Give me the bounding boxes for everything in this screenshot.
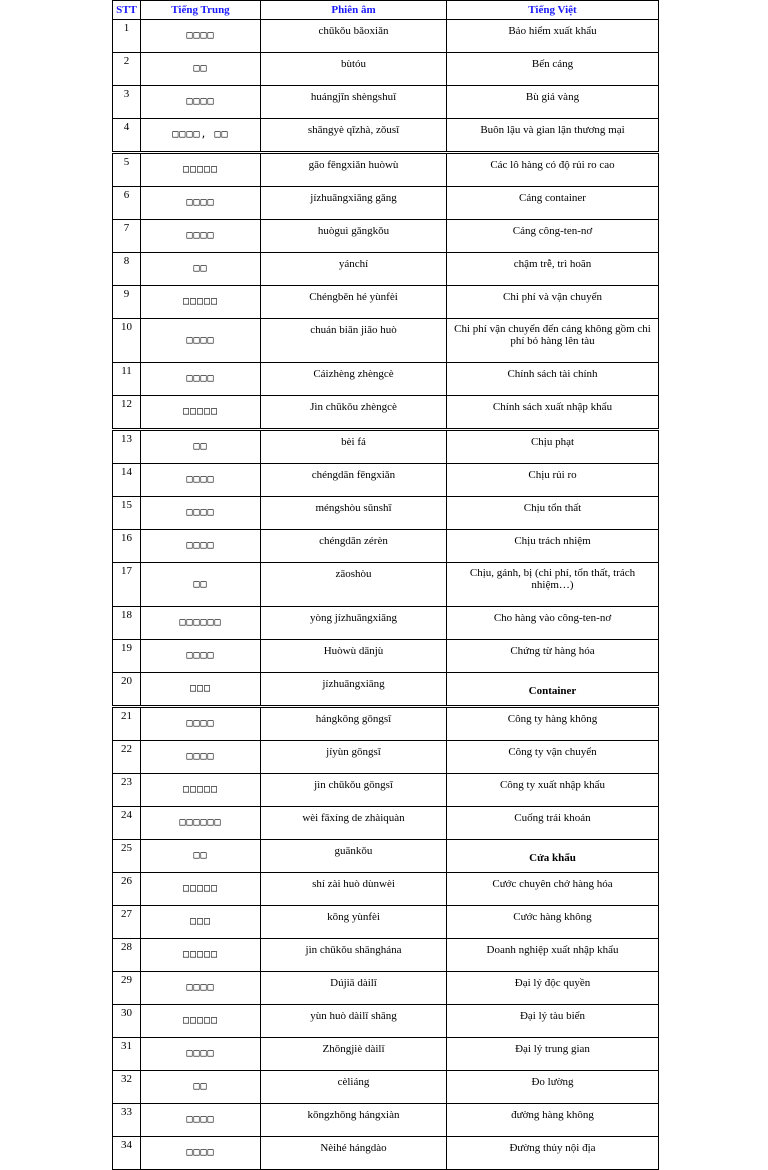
cell-number: 31 xyxy=(113,1038,141,1071)
cell-vietnamese: Cho hàng vào công-ten-nơ xyxy=(447,607,659,640)
cell-number: 7 xyxy=(113,220,141,253)
cell-vietnamese: chậm trễ, trì hoãn xyxy=(447,253,659,286)
cell-vietnamese: Đại lý trung gian xyxy=(447,1038,659,1071)
cell-vietnamese: Chịu tổn thất xyxy=(447,497,659,530)
cell-vietnamese: Đại lý tàu biển xyxy=(447,1005,659,1038)
table-row xyxy=(113,530,659,563)
cell-chinese: □□□□□ xyxy=(141,286,261,319)
cell-pinyin: jízhuāngxiāng gǎng xyxy=(261,187,447,220)
header-vietnamese: Tiếng Việt xyxy=(447,1,659,20)
cell-pinyin: yánchí xyxy=(261,253,447,286)
cell-pinyin: shāngyè qīzhà, zǒusī xyxy=(261,119,447,153)
table-row xyxy=(113,774,659,807)
cell-chinese: □□□□ xyxy=(141,972,261,1005)
cell-pinyin: chuán biān jiāo huò xyxy=(261,319,447,363)
cell-vietnamese: Chịu trách nhiệm xyxy=(447,530,659,563)
cell-pinyin: gāo fēngxiǎn huòwù xyxy=(261,153,447,187)
cell-pinyin: Jìn chūkǒu zhèngcè xyxy=(261,396,447,430)
cell-pinyin: Huòwù dānjù xyxy=(261,640,447,673)
vocabulary-table xyxy=(112,0,659,1170)
cell-chinese: □□ xyxy=(141,53,261,86)
header-pinyin: Phiên âm xyxy=(261,1,447,20)
cell-number: 32 xyxy=(113,1071,141,1104)
cell-number: 22 xyxy=(113,741,141,774)
cell-number: 4 xyxy=(113,119,141,153)
cell-number: 30 xyxy=(113,1005,141,1038)
cell-vietnamese: Chi phí và vận chuyển xyxy=(447,286,659,319)
table-row xyxy=(113,563,659,607)
cell-vietnamese: đường hàng không xyxy=(447,1104,659,1137)
table-row xyxy=(113,430,659,464)
cell-vietnamese: Các lô hàng có độ rủi ro cao xyxy=(447,153,659,187)
table-row xyxy=(113,286,659,319)
cell-chinese: □□□□ xyxy=(141,741,261,774)
cell-number: 21 xyxy=(113,707,141,741)
cell-number: 6 xyxy=(113,187,141,220)
table-row xyxy=(113,607,659,640)
cell-pinyin: Nèihé hángdào xyxy=(261,1137,447,1170)
cell-chinese: □□□□ xyxy=(141,86,261,119)
cell-number: 12 xyxy=(113,396,141,430)
cell-chinese: □□ xyxy=(141,840,261,873)
cell-pinyin: Zhōngjiè dàilǐ xyxy=(261,1038,447,1071)
table-row xyxy=(113,464,659,497)
cell-chinese: □□□□□□ xyxy=(141,807,261,840)
cell-chinese: □□□□ xyxy=(141,707,261,741)
cell-pinyin: kōng yùnfèi xyxy=(261,906,447,939)
cell-vietnamese: Đo lường xyxy=(447,1071,659,1104)
cell-chinese: □□ xyxy=(141,1071,261,1104)
cell-vietnamese: Container xyxy=(447,673,659,707)
table-row xyxy=(113,363,659,396)
cell-number: 5 xyxy=(113,153,141,187)
cell-chinese: □□□□ xyxy=(141,1137,261,1170)
cell-vietnamese: Chi phí vận chuyển đến cảng không gồm chi phí bỏ hàng lên tàu xyxy=(447,319,659,363)
cell-number: 25 xyxy=(113,840,141,873)
cell-number: 26 xyxy=(113,873,141,906)
cell-pinyin: Chéngběn hé yùnfèi xyxy=(261,286,447,319)
cell-pinyin: huòguì gǎngkǒu xyxy=(261,220,447,253)
table-header-row xyxy=(113,1,659,20)
cell-number: 23 xyxy=(113,774,141,807)
cell-vietnamese: Bù giá vàng xyxy=(447,86,659,119)
cell-pinyin: chéngdān fēngxiǎn xyxy=(261,464,447,497)
cell-chinese: □□□ xyxy=(141,673,261,707)
table-row xyxy=(113,119,659,153)
cell-vietnamese: Công ty vận chuyển xyxy=(447,741,659,774)
cell-vietnamese: Chứng từ hàng hóa xyxy=(447,640,659,673)
table-row xyxy=(113,220,659,253)
cell-chinese: □□□□□ xyxy=(141,1005,261,1038)
cell-number: 1 xyxy=(113,20,141,53)
cell-chinese: □□□□□ xyxy=(141,153,261,187)
cell-chinese: □□ xyxy=(141,563,261,607)
cell-vietnamese: Đại lý độc quyền xyxy=(447,972,659,1005)
cell-pinyin: yòng jízhuāngxiāng xyxy=(261,607,447,640)
cell-pinyin: cèliáng xyxy=(261,1071,447,1104)
cell-chinese: □□□□, □□ xyxy=(141,119,261,153)
cell-pinyin: bùtóu xyxy=(261,53,447,86)
cell-vietnamese: Chính sách xuất nhập khẩu xyxy=(447,396,659,430)
cell-chinese: □□□□□ xyxy=(141,873,261,906)
cell-number: 8 xyxy=(113,253,141,286)
table-row xyxy=(113,53,659,86)
cell-pinyin: yùn huò dàilǐ shāng xyxy=(261,1005,447,1038)
cell-pinyin: Dújiā dàilǐ xyxy=(261,972,447,1005)
table-row xyxy=(113,1005,659,1038)
cell-vietnamese: Doanh nghiệp xuất nhập khẩu xyxy=(447,939,659,972)
cell-vietnamese: Chịu rủi ro xyxy=(447,464,659,497)
table-row xyxy=(113,319,659,363)
cell-chinese: □□□□□ xyxy=(141,396,261,430)
cell-chinese: □□□□ xyxy=(141,20,261,53)
cell-pinyin: guānkǒu xyxy=(261,840,447,873)
cell-number: 15 xyxy=(113,497,141,530)
cell-chinese: □□□□ xyxy=(141,464,261,497)
cell-chinese: □□□□ xyxy=(141,319,261,363)
table-row xyxy=(113,86,659,119)
table-row xyxy=(113,707,659,741)
cell-chinese: □□ xyxy=(141,430,261,464)
table-row xyxy=(113,497,659,530)
cell-number: 20 xyxy=(113,673,141,707)
cell-number: 18 xyxy=(113,607,141,640)
cell-vietnamese: Đường thủy nội địa xyxy=(447,1137,659,1170)
cell-chinese: □□□□ xyxy=(141,220,261,253)
cell-vietnamese: Cảng công-ten-nơ xyxy=(447,220,659,253)
table-row xyxy=(113,840,659,873)
cell-pinyin: kōngzhōng hángxiàn xyxy=(261,1104,447,1137)
table-row xyxy=(113,673,659,707)
cell-chinese: □□□□□ xyxy=(141,939,261,972)
table-row xyxy=(113,396,659,430)
cell-number: 13 xyxy=(113,430,141,464)
cell-chinese: □□□□ xyxy=(141,640,261,673)
table-row xyxy=(113,187,659,220)
cell-number: 33 xyxy=(113,1104,141,1137)
cell-chinese: □□ xyxy=(141,253,261,286)
table-row xyxy=(113,640,659,673)
cell-number: 34 xyxy=(113,1137,141,1170)
cell-vietnamese: Cước chuyên chở hàng hóa xyxy=(447,873,659,906)
table-row xyxy=(113,939,659,972)
cell-chinese: □□□□ xyxy=(141,363,261,396)
cell-pinyin: jíyùn gōngsī xyxy=(261,741,447,774)
table-row xyxy=(113,1038,659,1071)
cell-chinese: □□□□□ xyxy=(141,774,261,807)
cell-vietnamese: Buôn lậu và gian lận thương mại xyxy=(447,119,659,153)
cell-vietnamese: Cuống trái khoán xyxy=(447,807,659,840)
cell-vietnamese: Cửa khẩu xyxy=(447,840,659,873)
cell-pinyin: jìn chūkǒu shānghána xyxy=(261,939,447,972)
table-row xyxy=(113,741,659,774)
cell-pinyin: Cáizhèng zhèngcè xyxy=(261,363,447,396)
cell-number: 28 xyxy=(113,939,141,972)
cell-vietnamese: Bảo hiểm xuất khẩu xyxy=(447,20,659,53)
cell-pinyin: zāoshòu xyxy=(261,563,447,607)
cell-number: 14 xyxy=(113,464,141,497)
cell-chinese: □□□ xyxy=(141,906,261,939)
cell-pinyin: chūkǒu bǎoxiǎn xyxy=(261,20,447,53)
table-row xyxy=(113,873,659,906)
table-row xyxy=(113,1071,659,1104)
table-row xyxy=(113,1104,659,1137)
cell-number: 27 xyxy=(113,906,141,939)
cell-pinyin: bèi fá xyxy=(261,430,447,464)
cell-number: 17 xyxy=(113,563,141,607)
cell-vietnamese: Bến cảng xyxy=(447,53,659,86)
cell-vietnamese: Chịu phạt xyxy=(447,430,659,464)
cell-vietnamese: Chính sách tài chính xyxy=(447,363,659,396)
cell-pinyin: shí zài huò dùnwèi xyxy=(261,873,447,906)
cell-number: 16 xyxy=(113,530,141,563)
cell-number: 9 xyxy=(113,286,141,319)
cell-chinese: □□□□□□ xyxy=(141,607,261,640)
cell-chinese: □□□□ xyxy=(141,187,261,220)
cell-vietnamese: Cước hàng không xyxy=(447,906,659,939)
table-row xyxy=(113,807,659,840)
cell-chinese: □□□□ xyxy=(141,497,261,530)
cell-number: 19 xyxy=(113,640,141,673)
table-row xyxy=(113,1137,659,1170)
cell-vietnamese: Cảng container xyxy=(447,187,659,220)
cell-number: 3 xyxy=(113,86,141,119)
cell-number: 11 xyxy=(113,363,141,396)
cell-number: 2 xyxy=(113,53,141,86)
header-stt: STT xyxy=(113,1,141,20)
table-body xyxy=(113,20,659,1170)
cell-pinyin: huángjīn shèngshuǐ xyxy=(261,86,447,119)
cell-pinyin: jìn chūkǒu gōngsī xyxy=(261,774,447,807)
cell-chinese: □□□□ xyxy=(141,1038,261,1071)
cell-vietnamese: Công ty xuất nhập khẩu xyxy=(447,774,659,807)
table-row xyxy=(113,253,659,286)
cell-pinyin: wèi fāxíng de zhàiquàn xyxy=(261,807,447,840)
header-chinese: Tiếng Trung xyxy=(141,1,261,20)
cell-number: 24 xyxy=(113,807,141,840)
cell-number: 29 xyxy=(113,972,141,1005)
cell-chinese: □□□□ xyxy=(141,530,261,563)
cell-number: 10 xyxy=(113,319,141,363)
cell-pinyin: méngshòu sǔnshī xyxy=(261,497,447,530)
cell-pinyin: hángkōng gōngsī xyxy=(261,707,447,741)
cell-chinese: □□□□ xyxy=(141,1104,261,1137)
table-row xyxy=(113,906,659,939)
cell-pinyin: chéngdān zérèn xyxy=(261,530,447,563)
cell-pinyin: jízhuāngxiāng xyxy=(261,673,447,707)
cell-vietnamese: Công ty hàng không xyxy=(447,707,659,741)
table-row xyxy=(113,20,659,53)
cell-vietnamese: Chịu, gánh, bị (chi phí, tổn thất, trách nhiệm…) xyxy=(447,563,659,607)
table-row xyxy=(113,972,659,1005)
table-row xyxy=(113,153,659,187)
